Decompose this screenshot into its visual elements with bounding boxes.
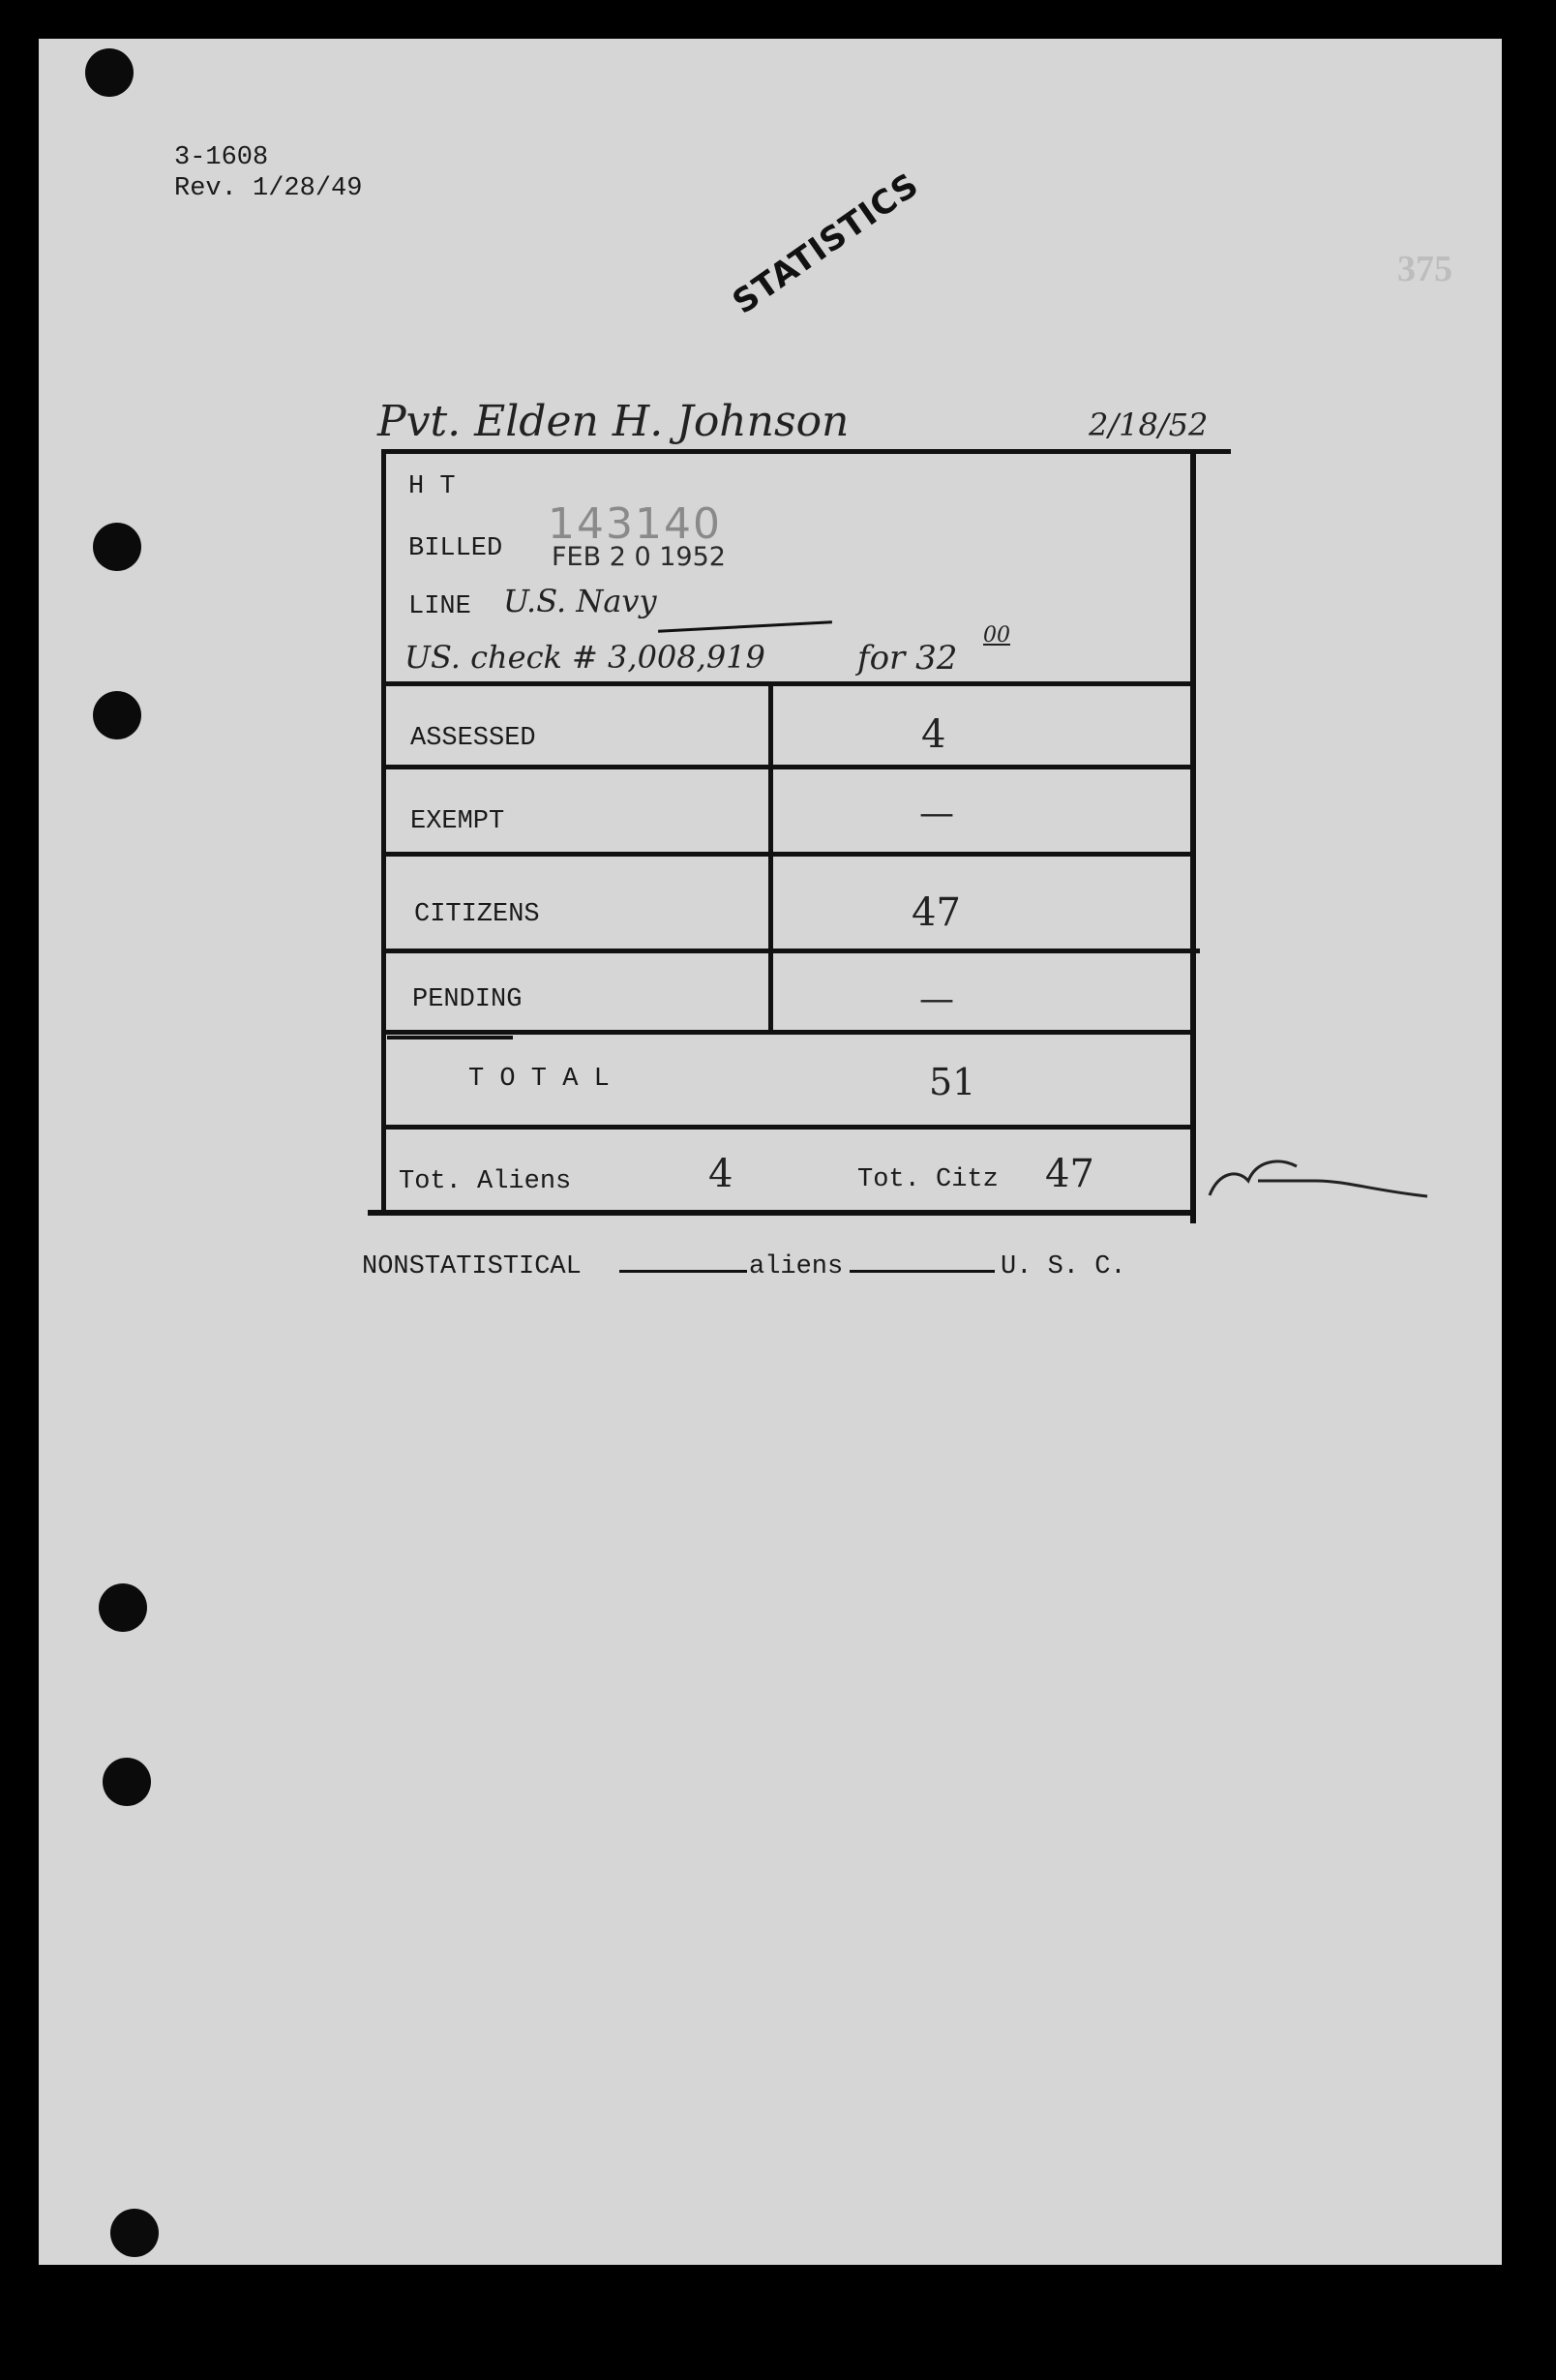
nonstat-label: NONSTATISTICAL <box>362 1252 582 1281</box>
grid-divider <box>768 681 773 1034</box>
billed-date: FEB 2 0 1952 <box>552 542 726 572</box>
soldier-name: Pvt. Elden H. Johnson <box>377 397 850 446</box>
line-value-underline <box>658 620 832 632</box>
page-number: 375 <box>1397 249 1452 289</box>
punch-hole <box>110 2209 159 2257</box>
row-value-pending: — <box>919 979 954 1019</box>
row-value-assessed: 4 <box>921 712 946 757</box>
punch-hole <box>85 48 134 97</box>
row-label-exempt: EXEMPT <box>410 807 505 836</box>
billed-label: BILLED <box>408 534 503 563</box>
row-label-pending: PENDING <box>412 985 523 1014</box>
initials-mark <box>1200 1142 1432 1210</box>
row-label-assessed: ASSESSED <box>410 724 536 753</box>
nonstat-aliens: aliens <box>749 1252 844 1281</box>
box-top-border <box>381 449 1231 454</box>
row-value-citizens: 47 <box>912 890 961 935</box>
aliens-label: Tot. Aliens <box>399 1167 572 1196</box>
form-number: 3-1608 <box>174 143 269 172</box>
total-label: T O T A L <box>468 1065 610 1094</box>
punch-hole <box>93 691 141 739</box>
punch-hole <box>93 523 141 571</box>
grid-rule <box>381 765 1196 769</box>
grid-rule-extra <box>387 1036 513 1039</box>
grid-rule <box>381 1125 1196 1130</box>
bill-number: 143140 <box>548 499 722 549</box>
box-bottom-border <box>368 1210 1196 1216</box>
grid-rule <box>381 1030 1196 1035</box>
for-note-cents: 00 <box>983 623 1010 648</box>
row-label-citizens: CITIZENS <box>414 900 540 929</box>
box-left-border <box>381 449 386 1214</box>
ht-label: H T <box>408 472 456 501</box>
citizens-label: Tot. Citz <box>857 1165 999 1194</box>
header-date: 2/18/52 <box>1089 407 1209 443</box>
punch-hole <box>99 1583 147 1632</box>
total-value: 51 <box>929 1061 976 1103</box>
punch-hole <box>103 1758 151 1806</box>
box-right-border <box>1190 449 1196 1223</box>
grid-rule <box>381 949 1200 953</box>
citizens-value: 47 <box>1045 1152 1094 1196</box>
for-note: for 32 <box>857 639 958 678</box>
aliens-value: 4 <box>708 1152 733 1196</box>
statistics-stamp: STATISTICS <box>726 165 927 322</box>
form-revision: Rev. 1/28/49 <box>174 174 363 203</box>
nonstat-usc: U. S. C. <box>1001 1252 1126 1281</box>
grid-rule <box>381 681 1196 686</box>
grid-rule <box>381 852 1196 857</box>
nonstat-blank-1 <box>619 1270 747 1273</box>
check-note: US. check # 3,008,919 <box>404 639 765 676</box>
line-label: LINE <box>408 592 471 621</box>
nonstat-blank-2 <box>850 1270 995 1273</box>
document-page <box>39 39 1502 2265</box>
row-value-exempt: — <box>919 794 954 833</box>
line-value: U.S. Navy <box>503 583 657 619</box>
